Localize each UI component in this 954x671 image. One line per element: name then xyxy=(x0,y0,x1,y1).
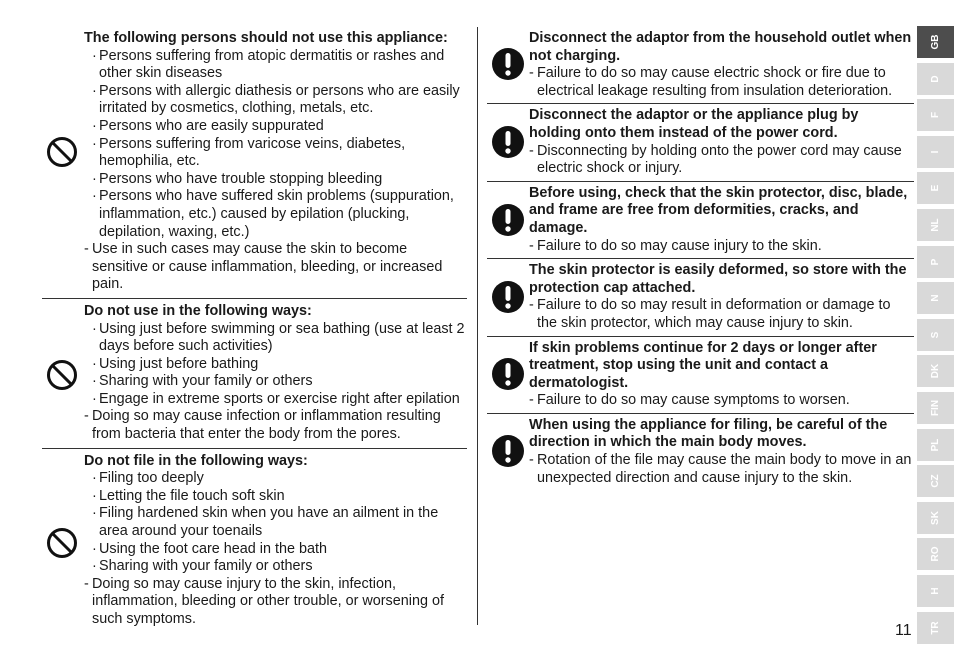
section-heading: Do not file in the following ways: xyxy=(84,452,308,469)
section-check-parts xyxy=(487,185,914,258)
left-column xyxy=(42,30,467,629)
warning-note: - Failure to do so may cause injury to the skin. xyxy=(529,238,914,256)
section-divider xyxy=(487,103,914,104)
section-disconnect-adaptor xyxy=(487,30,914,103)
list-item: · Engage in extreme sports or exercise right after epilation xyxy=(84,391,467,409)
section-heading: Disconnect the adaptor or the appliance plug by holding onto them instead of the power cord. xyxy=(529,107,859,141)
section-heading: If skin problems continue for 2 days or longer after treatment, stop using the unit and contact a dermatologist. xyxy=(529,339,877,391)
section-heading: Disconnect the adaptor from the household outlet when not charging. xyxy=(529,30,912,64)
section-disconnect-plug xyxy=(487,107,914,180)
list-item: · Persons who have trouble stopping bleeding xyxy=(84,171,467,189)
tab-label: NL xyxy=(929,218,941,232)
tab-label: I xyxy=(929,150,941,154)
tab-language-pl[interactable] xyxy=(917,429,954,461)
tab-language-gb[interactable] xyxy=(917,26,954,58)
section-heading: Before using, check that the skin protector, disc, blade, and frame are free from deformities, cracks, and damage. xyxy=(529,184,908,236)
list-item: · Using just before bathing xyxy=(84,356,467,374)
section-divider xyxy=(487,336,914,337)
tab-label: PL xyxy=(929,438,941,451)
right-column xyxy=(487,30,914,487)
exclamation-icon xyxy=(492,281,524,313)
tab-language-dk[interactable] xyxy=(917,355,954,387)
warning-note: - Failure to do so may result in deformation or damage to the skin protector, which may cause injury to skin. xyxy=(529,297,914,332)
list-item: · Sharing with your family or others xyxy=(84,558,467,576)
list-item: · Filing hardened skin when you have an ailment in the area around your toenails xyxy=(84,505,467,540)
tab-label: S xyxy=(929,331,941,339)
tab-label: RO xyxy=(929,546,941,562)
section-divider xyxy=(487,181,914,182)
list-item: · Persons suffering from varicose veins, diabetes, hemophilia, etc. xyxy=(84,136,467,171)
tab-language-p[interactable] xyxy=(917,246,954,278)
tab-language-ro[interactable] xyxy=(917,538,954,570)
tab-label: N xyxy=(929,294,941,302)
language-tabs xyxy=(917,26,954,648)
section-heading: The skin protector is easily deformed, so store with the protection cap attached. xyxy=(529,262,907,296)
section-persons-not-use xyxy=(42,30,467,298)
warning-note: - Failure to do so may cause electric shock or fire due to electrical leakage resulting from insulation deterioration. xyxy=(529,65,914,100)
exclamation-icon xyxy=(492,358,524,390)
section-divider xyxy=(42,298,467,299)
column-divider xyxy=(477,27,478,625)
warning-note: - Use in such cases may cause the skin to become sensitive or cause inflammation, bleeding, or increased pain. xyxy=(84,241,467,294)
exclamation-icon xyxy=(492,126,524,158)
list-item: · Using the foot care head in the bath xyxy=(84,541,467,559)
section-do-not-use xyxy=(42,303,467,448)
tab-language-fin[interactable] xyxy=(917,392,954,424)
tab-label: F xyxy=(929,112,941,119)
section-heading: When using the appliance for filing, be careful of the direction in which the main body moves. xyxy=(529,416,888,451)
tab-label: SK xyxy=(929,510,941,525)
tab-label: H xyxy=(929,587,941,595)
prohibition-icon xyxy=(46,136,78,168)
tab-language-h[interactable] xyxy=(917,575,954,607)
section-divider xyxy=(487,258,914,259)
tab-language-sk[interactable] xyxy=(917,502,954,534)
tab-language-s[interactable] xyxy=(917,319,954,351)
tab-label: TR xyxy=(929,620,941,635)
warning-note: - Doing so may cause injury to the skin, infection, inflammation, bleeding or other trouble, or worsening of such symptoms. xyxy=(84,576,467,629)
section-skin-problems xyxy=(487,340,914,413)
section-filing-direction xyxy=(487,417,914,487)
list-item: · Persons who are easily suppurated xyxy=(84,118,467,136)
page-number: 11 xyxy=(895,622,912,639)
tab-language-e[interactable] xyxy=(917,172,954,204)
tab-language-n[interactable] xyxy=(917,282,954,314)
list-item: · Using just before swimming or sea bathing (use at least 2 days before such activities) xyxy=(84,321,467,356)
list-item: · Persons who have suffered skin problems (suppuration, inflammation, etc.) caused by epilation (plucking, depilation, waxing, etc.) xyxy=(84,188,467,241)
exclamation-icon xyxy=(492,48,524,80)
tab-label: E xyxy=(929,185,941,192)
warning-note: - Doing so may cause infection or inflammation resulting from bacteria that enter the body from the pores. xyxy=(84,408,467,443)
list-item: · Persons with allergic diathesis or persons who are easily irritated by cosmetics, clothing, metals, etc. xyxy=(84,83,467,118)
prohibition-icon xyxy=(46,527,78,559)
section-skin-protector xyxy=(487,262,914,335)
tab-language-tr[interactable] xyxy=(917,612,954,644)
list-item: · Letting the file touch soft skin xyxy=(84,488,467,506)
exclamation-icon xyxy=(492,435,524,467)
warning-note: - Rotation of the file may cause the main body to move in an unexpected direction and cause injury to the skin. xyxy=(529,452,914,487)
list-item: · Sharing with your family or others xyxy=(84,373,467,391)
tab-label: D xyxy=(929,74,941,83)
section-heading: Do not use in the following ways: xyxy=(84,302,312,319)
tab-language-i[interactable] xyxy=(917,136,954,168)
tab-language-nl[interactable] xyxy=(917,209,954,241)
tab-language-cz[interactable] xyxy=(917,465,954,497)
section-do-not-file xyxy=(42,453,467,629)
list-item: · Persons suffering from atopic dermatitis or rashes and other skin diseases xyxy=(84,48,467,83)
tab-label: P xyxy=(929,258,941,265)
tab-label: DK xyxy=(929,364,941,379)
exclamation-icon xyxy=(492,204,524,236)
section-heading: The following persons should not use this appliance: xyxy=(84,30,448,46)
prohibition-icon xyxy=(46,359,78,391)
warning-note: - Failure to do so may cause symptoms to worsen. xyxy=(529,392,914,410)
list-item: · Filing too deeply xyxy=(84,470,467,488)
warning-note: - Disconnecting by holding onto the power cord may cause electric shock or injury. xyxy=(529,143,914,178)
tab-label: FIN xyxy=(929,399,941,416)
tab-language-d[interactable] xyxy=(917,63,954,95)
tab-label: GB xyxy=(929,34,941,50)
section-divider xyxy=(487,413,914,414)
section-divider xyxy=(42,448,467,449)
tab-language-f[interactable] xyxy=(917,99,954,131)
tab-label: CZ xyxy=(929,474,941,488)
